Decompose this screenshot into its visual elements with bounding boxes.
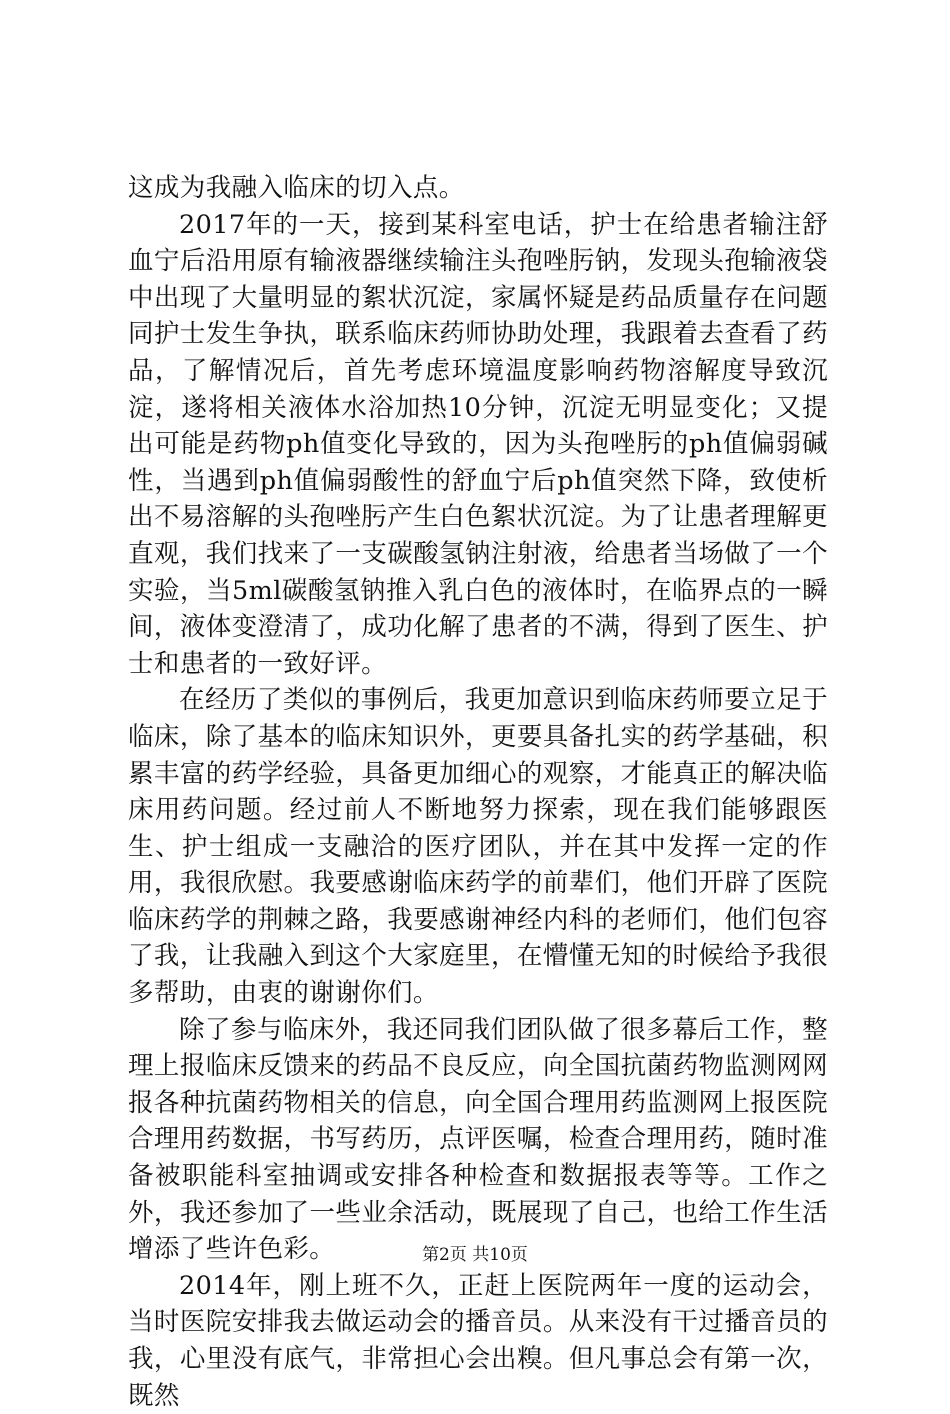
page-footer: 第2页 共10页 <box>422 1245 528 1265</box>
paragraph-behind-scenes: 除了参与临床外，我还同我们团队做了很多幕后工作，整理上报临床反馈来的药品不良反应，向全国抗菌药物监测网网报各种抗菌药物相关的信息，向全国合理用药监测网上报医院合理用药数据，书写药历，点评医嘱，检查合理用药，随时准备被职能科室抽调或安排各种检查和数据报表等等。工作之外，我还参加了一些业余活动，既展现了自己，也给工作生活增添了些许色彩。 <box>128 1014 828 1265</box>
paragraph-continuation: 这成为我融入临床的切入点。 <box>128 173 465 203</box>
body-text <box>128 170 828 1414</box>
paragraph-2017-incident: 2017年的一天，接到某科室电话，护士在给患者输注舒血宁后沿用原有输液器继续输注头孢唑肟钠，发现头孢输液袋中出现了大量明显的絮状沉淀，家属怀疑是药品质量存在问题同护士发生争执，联系临床药师协助处理，我跟着去查看了药品，了解情况后，首先考虑环境温度影响药物溶解度导致沉淀，遂将相关液体水浴加热10分钟，沉淀无明显变化；又提出可能是药物ph值变化导致的，因为头孢唑肟的ph值偏弱碱性，当遇到ph值偏弱酸性的舒血宁后ph值突然下降，致使析出不易溶解的头孢唑肟产生白色絮状沉淀。为了让患者理解更直观，我们找来了一支碳酸氢钠注射液，给患者当场做了一个实验，当5ml碳酸氢钠推入乳白色的液体时，在临界点的一瞬间，液体变澄清了，成功化解了患者的不满，得到了医生、护士和患者的一致好评。 <box>128 209 828 679</box>
paragraph-2014-sports-meet: 2014年，刚上班不久，正赶上医院两年一度的运动会，当时医院安排我去做运动会的播音员。从来没有干过播音员的我，心里没有底气，非常担心会出糗。但凡事总会有第一次，既然 <box>128 1270 828 1411</box>
paragraph-reflection: 在经历了类似的事例后，我更加意识到临床药师要立足于临床，除了基本的临床知识外，更要具备扎实的药学基础，积累丰富的药学经验，具备更加细心的观察，才能真正的解决临床用药问题。经过前人不断地努力探索，现在我们能够跟医生、护士组成一支融洽的医疗团队，并在其中发挥一定的作用，我很欣慰。我要感谢临床药学的前辈们，他们开辟了医院临床药学的荆棘之路，我要感谢神经内科的老师们，他们包容了我，让我融入到这个大家庭里，在懵懂无知的时候给予我很多帮助，由衷的谢谢你们。 <box>128 685 828 1009</box>
